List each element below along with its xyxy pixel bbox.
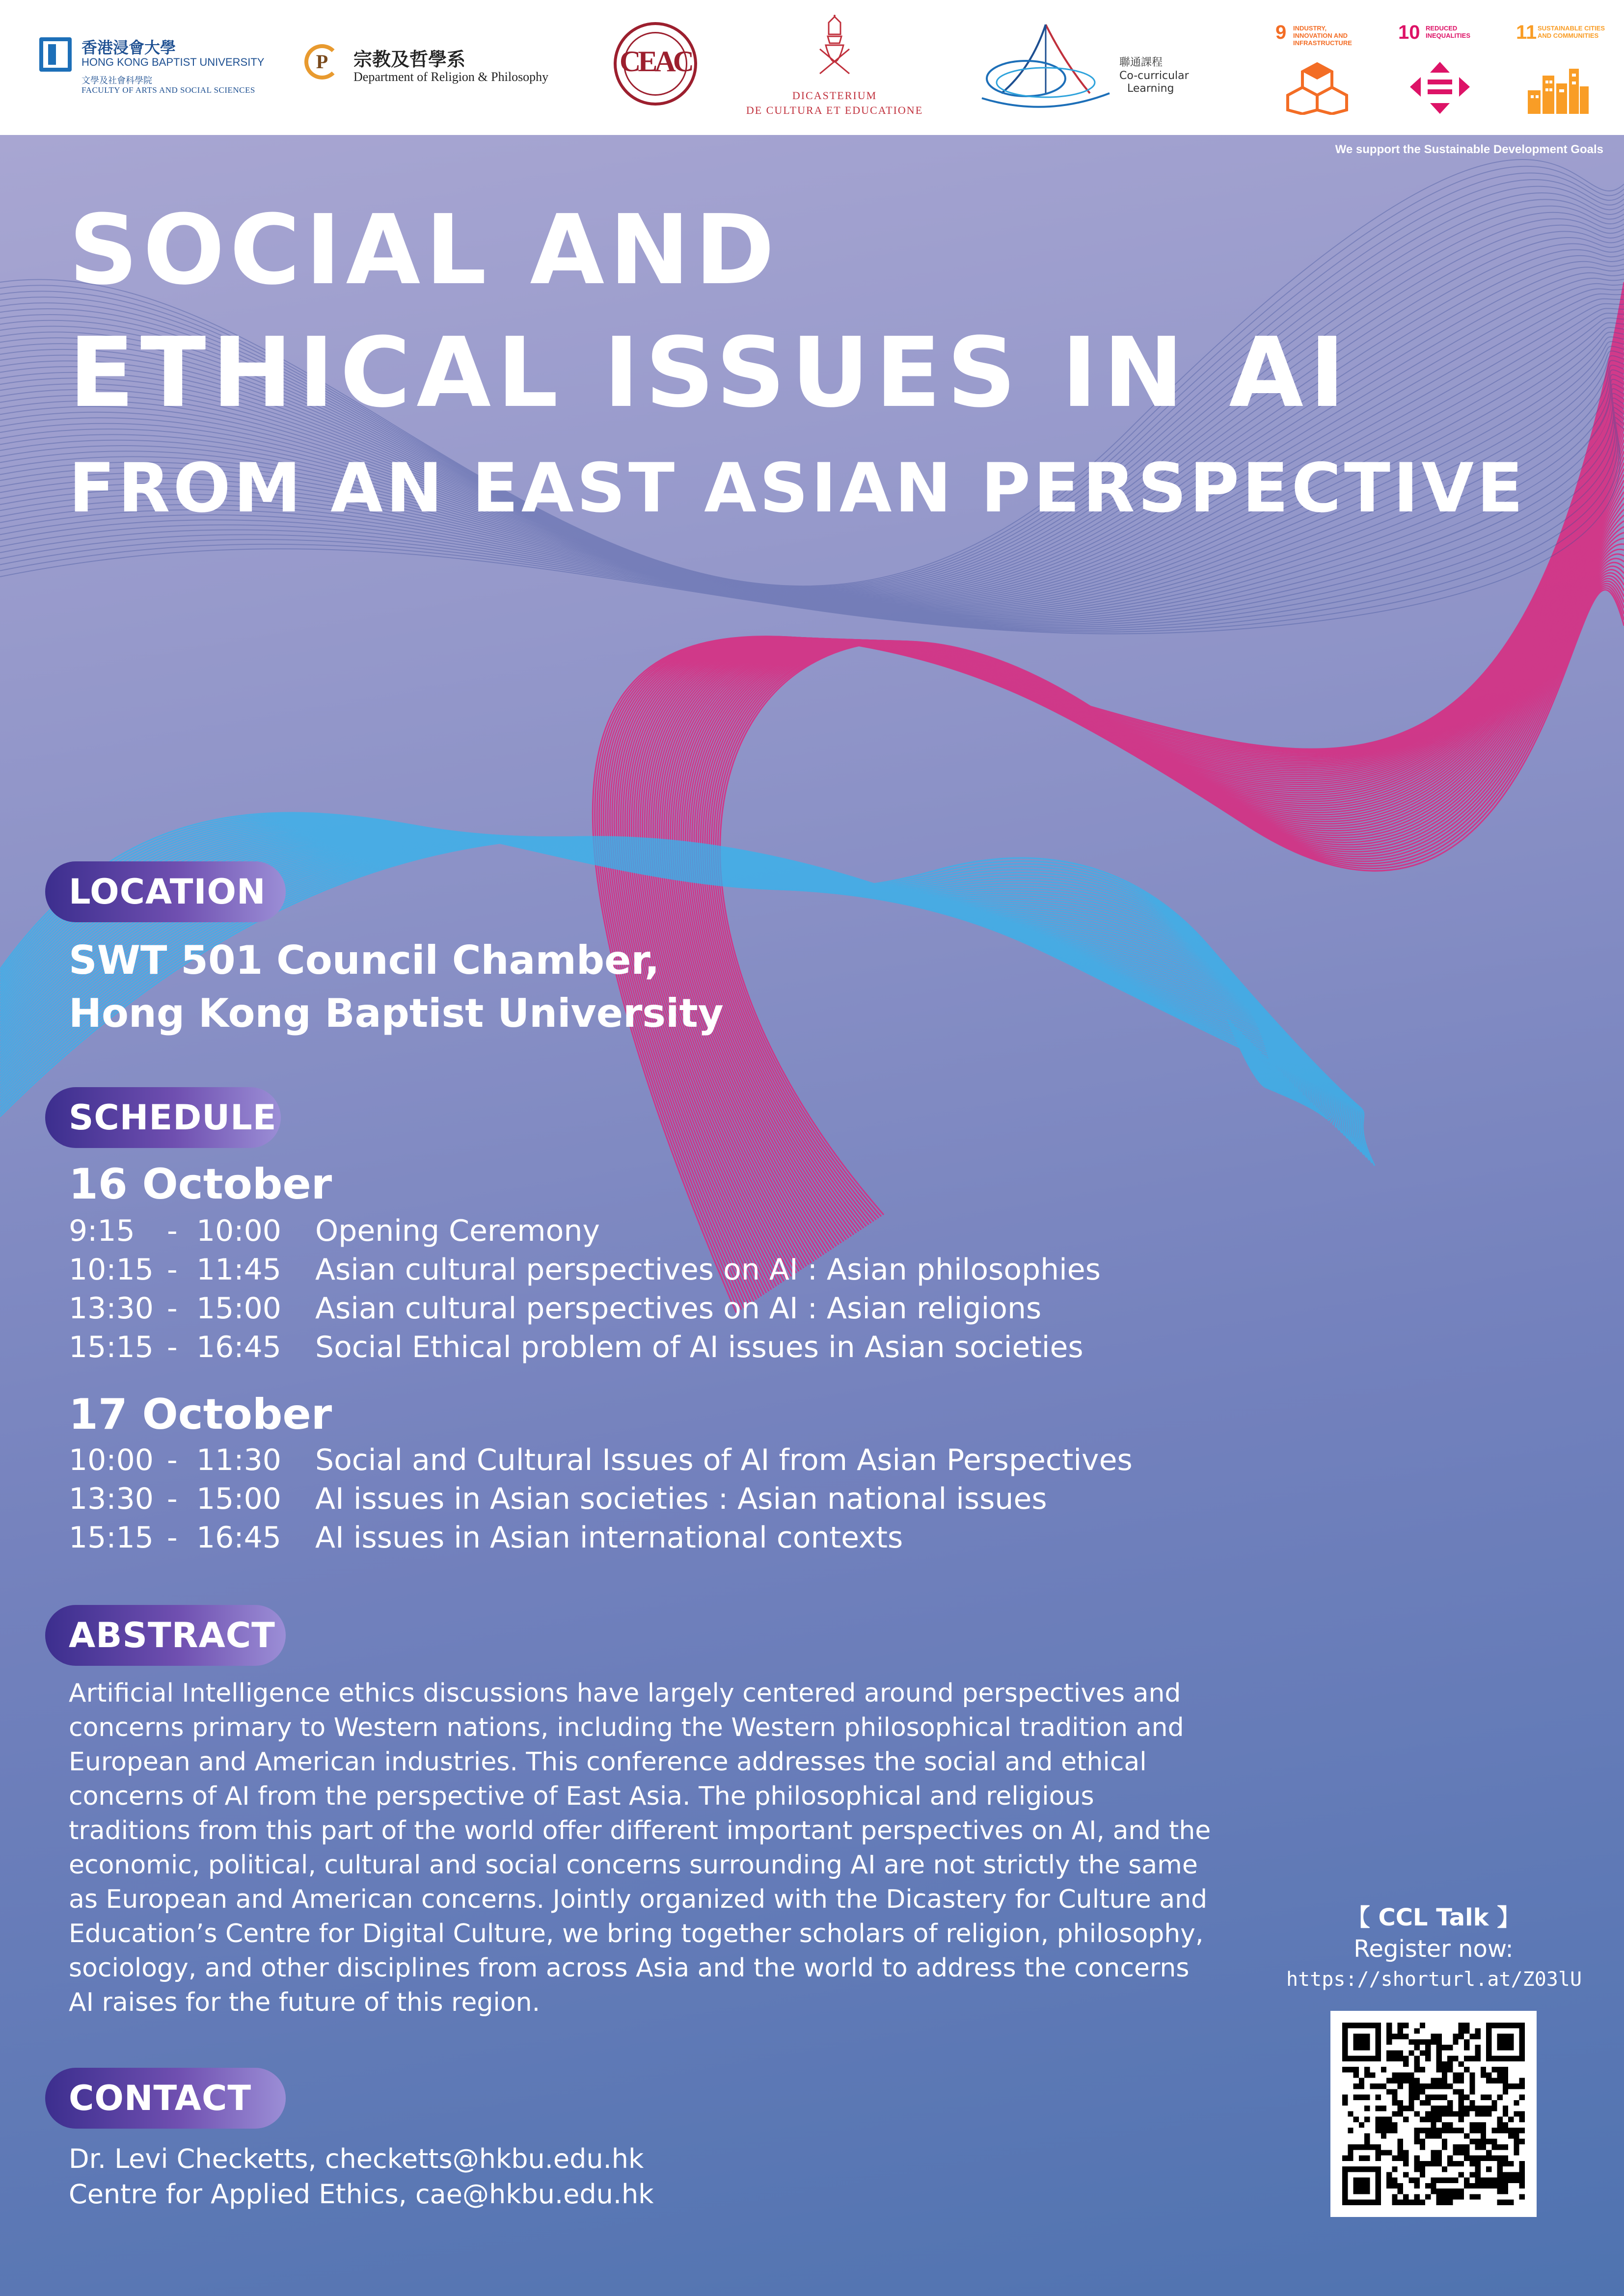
dicastery-line-1: DICASTERIUM: [792, 89, 877, 102]
contact-line-2: Centre for Applied Ethics, cae@hkbu.edu.hk: [69, 2179, 654, 2210]
schedule-heading: SCHEDULE: [69, 1097, 277, 1138]
ccl-logo: [972, 20, 1188, 118]
schedule-date: 16 October: [69, 1160, 332, 1209]
schedule-day-2: [69, 1443, 1247, 1559]
contact-text: [69, 2141, 654, 2212]
contact-line-1: Dr. Levi Checketts, checketts@hkbu.edu.hk: [69, 2143, 644, 2174]
session-start: 15:15: [69, 1521, 154, 1555]
sdg-11-badge: [1516, 22, 1604, 115]
session-end: 16:45: [196, 1330, 281, 1364]
session-dash: -: [167, 1521, 178, 1555]
qr-code-icon: [1342, 2023, 1525, 2205]
schedule-row: [69, 1521, 1247, 1559]
ceac-seal-logo: [614, 22, 697, 110]
schedule-row: [69, 1482, 1247, 1521]
contact-heading: CONTACT: [69, 2078, 252, 2118]
sdg-label: SUSTAINABLE CITIES AND COMMUNITIES: [1538, 25, 1605, 39]
ceac-monogram: CEAC: [619, 45, 691, 78]
session-start: 10:00: [69, 1443, 154, 1477]
dicastery-logo: [736, 15, 933, 123]
schedule-heading-pill: [45, 1087, 281, 1148]
session-title: Asian cultural perspectives on AI : Asian religions: [315, 1291, 1042, 1326]
session-start: 10:15: [69, 1253, 154, 1287]
sdg-10-badge: [1398, 22, 1487, 115]
location-line-2: Hong Kong Baptist University: [69, 990, 724, 1036]
session-end: 15:00: [196, 1482, 281, 1516]
religion-philosophy-logo: [304, 39, 589, 98]
sdg-support-note: We support the Sustainable Development Goals: [1335, 143, 1603, 156]
sdg-number: 10: [1398, 22, 1420, 43]
schedule-day-1: [69, 1214, 1247, 1369]
location-heading-pill: [45, 861, 286, 922]
session-title: AI issues in Asian societies : Asian national issues: [315, 1482, 1047, 1516]
session-start: 13:30: [69, 1482, 154, 1516]
hkbu-name-cn: 香港浸會大學: [81, 38, 176, 57]
equality-arrows-icon: [1408, 61, 1472, 115]
hkbu-emblem-icon: [39, 37, 72, 72]
hkbu-faculty-cn: 文學及社會科學院: [81, 76, 152, 86]
religion-philosophy-name-cn: 宗教及哲學系: [353, 49, 466, 70]
poster-body: [0, 135, 1624, 2296]
hkbu-logo: [39, 34, 265, 103]
religion-philosophy-name-en: Department of Religion & Philosophy: [353, 70, 549, 84]
registration-block: [1286, 1902, 1581, 1994]
schedule-date: 17 October: [69, 1390, 332, 1439]
session-end: 11:30: [196, 1443, 281, 1477]
sdg-number: 11: [1516, 22, 1537, 43]
location-heading: LOCATION: [69, 872, 266, 912]
schedule-row: [69, 1253, 1247, 1291]
session-title: Social and Cultural Issues of AI from Asian Perspectives: [315, 1443, 1133, 1477]
register-now-label: Register now:: [1353, 1935, 1514, 1963]
session-end: 15:00: [196, 1291, 281, 1326]
logo-header: [0, 0, 1624, 135]
ccl-sail-emblem-icon: [972, 20, 1114, 113]
schedule-row: [69, 1214, 1247, 1253]
title-line-1: SOCIAL AND: [69, 194, 780, 306]
register-url-link[interactable]: https://shorturl.at/Z03lU: [1286, 1968, 1582, 1991]
session-end: 11:45: [196, 1253, 281, 1287]
session-title: AI issues in Asian international contexts: [315, 1521, 903, 1555]
cubes-icon: [1285, 61, 1349, 115]
location-text: [69, 934, 724, 1040]
ccl-name-cn: 聯通課程: [1119, 56, 1163, 69]
schedule-row: [69, 1291, 1247, 1330]
location-line-1: SWT 501 Council Chamber,: [69, 937, 660, 983]
session-title: Opening Ceremony: [315, 1214, 600, 1248]
dicastery-line-2: DE CULTURA ET EDUCATIONE: [746, 104, 923, 116]
hkbu-faculty-en: FACULTY OF ARTS AND SOCIAL SCIENCES: [81, 85, 255, 95]
title-line-2: ETHICAL ISSUES IN AI: [69, 317, 1351, 429]
ccl-name-en-2: Learning: [1127, 82, 1174, 95]
sdg-label: INDUSTRY, INNOVATION AND INFRASTRUCTURE: [1293, 25, 1352, 47]
session-title: Asian cultural perspectives on AI : Asian philosophies: [315, 1253, 1101, 1287]
session-title: Social Ethical problem of AI issues in Asian societies: [315, 1330, 1083, 1364]
session-start: 15:15: [69, 1330, 154, 1364]
session-end: 10:00: [196, 1214, 281, 1248]
city-buildings-icon: [1526, 61, 1590, 115]
ccl-name-en-1: Co-curricular: [1119, 70, 1189, 82]
ccl-talk-tag: 【 CCL Talk 】: [1346, 1904, 1521, 1931]
hkbu-name-en: HONG KONG BAPTIST UNIVERSITY: [81, 56, 265, 68]
schedule-row: [69, 1443, 1247, 1482]
session-dash: -: [167, 1291, 178, 1326]
abstract-heading: ABSTRACT: [69, 1615, 275, 1655]
registration-qr-code[interactable]: [1330, 2011, 1537, 2217]
religion-philosophy-emblem-icon: P: [304, 44, 340, 80]
sdg-number: 9: [1275, 22, 1287, 43]
abstract-text: Artificial Intelligence ethics discussions have largely centered around perspectives and concerns primary to Western nations, including the Western philosophical tradition and European and American industries. This conference addresses the social and ethical concerns of AI from the perspective of East Asia. The philosophical and religious traditions from this part of the world offer different important perspectives on AI, and the economic, political, cultural and social concerns surrounding AI are not strictly the same as European and American concerns. Jointly organized with the Dicastery for Culture and Education’s Centre for Digital Culture, we bring together scholars of religion, philosophy, sociology, and other disciplines from across Asia and the world to address the concerns AI raises for the future of this region.: [69, 1679, 1211, 2017]
title-line-3: FROM AN EAST ASIAN PERSPECTIVE: [69, 449, 1526, 528]
session-end: 16:45: [196, 1521, 281, 1555]
abstract-heading-pill: [45, 1605, 286, 1666]
contact-heading-pill: [45, 2068, 286, 2129]
session-dash: -: [167, 1482, 178, 1516]
schedule-row: [69, 1330, 1247, 1369]
session-dash: -: [167, 1253, 178, 1287]
session-dash: -: [167, 1443, 178, 1477]
session-start: 13:30: [69, 1291, 154, 1326]
session-dash: -: [167, 1214, 178, 1248]
sdg-label: REDUCED INEQUALITIES: [1426, 25, 1471, 39]
session-dash: -: [167, 1330, 178, 1364]
papal-keys-emblem-icon: [815, 15, 854, 79]
sdg-9-badge: [1275, 22, 1364, 115]
session-start: 9:15: [69, 1214, 135, 1248]
